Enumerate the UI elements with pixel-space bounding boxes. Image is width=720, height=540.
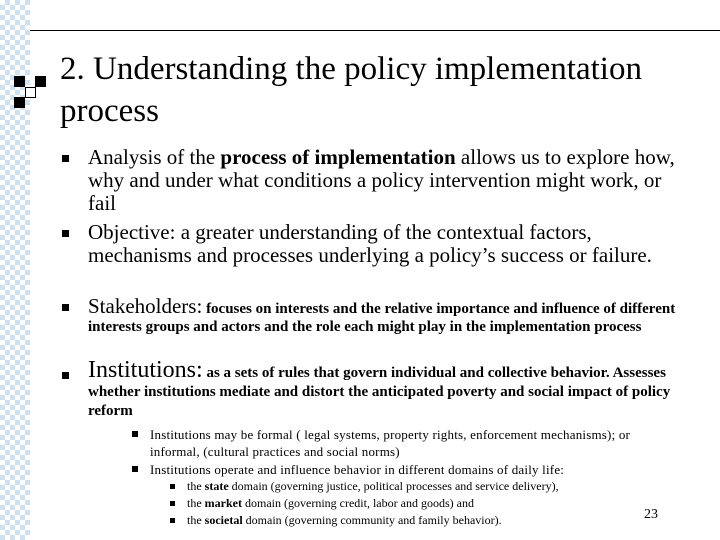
bullet-square-icon [62,372,69,379]
sub-bullet-domains: Institutions operate and influence behavior in different domains of daily life: [150,462,565,477]
domain-bullet-square-icon [170,484,175,489]
sub-bullet-square-icon [132,431,138,437]
institutions-lead: Institutions: [88,357,203,383]
domain-market: the market domain (governing credit, labor and goods) and [187,496,474,510]
sub-bullet-formal: Institutions may be formal ( legal systems, property rights, enforcement mechanisms); or informal, (cultural practices and social norms) [150,427,631,459]
domain-state: the state domain (governing justice, political processes and service delivery), [187,479,559,493]
bullet-stakeholders [88,295,688,336]
bullet-square-icon [62,155,69,162]
stakeholders-text: focuses on interests and the relative importance and influence of different interests groups and actors and the role each might play in the implementation process [88,301,676,335]
stakeholders-lead: Stakeholders: [88,294,203,318]
bullet-institutions [88,357,688,420]
page-number: 23 [644,507,658,522]
bullet-analysis: Analysis of the process of implementation allows us to explore how, why and under what conditions a policy intervention might work, or fail [88,145,675,215]
domain-bullet-square-icon [170,501,175,506]
institutions-text: as a sets of rules that govern individual and collective behavior. Assesses whether institutions mediate and distort the anticipated poverty and social impact of policy reform [88,365,671,419]
bullet-square-icon [62,304,69,311]
slide-title: 2. Understanding the policy implementation process [60,51,642,129]
bullet-objective: Objective: a greater understanding of the contextual factors, mechanisms and processes underlying a policy’s success or failure. [88,220,652,267]
title-rule [30,30,720,31]
sub-bullet-square-icon [132,466,138,472]
domain-societal: the societal domain (governing community and family behavior). [187,513,502,527]
bullet-square-icon [62,230,69,237]
domain-bullet-square-icon [170,518,175,523]
title-square-icon [14,76,46,108]
